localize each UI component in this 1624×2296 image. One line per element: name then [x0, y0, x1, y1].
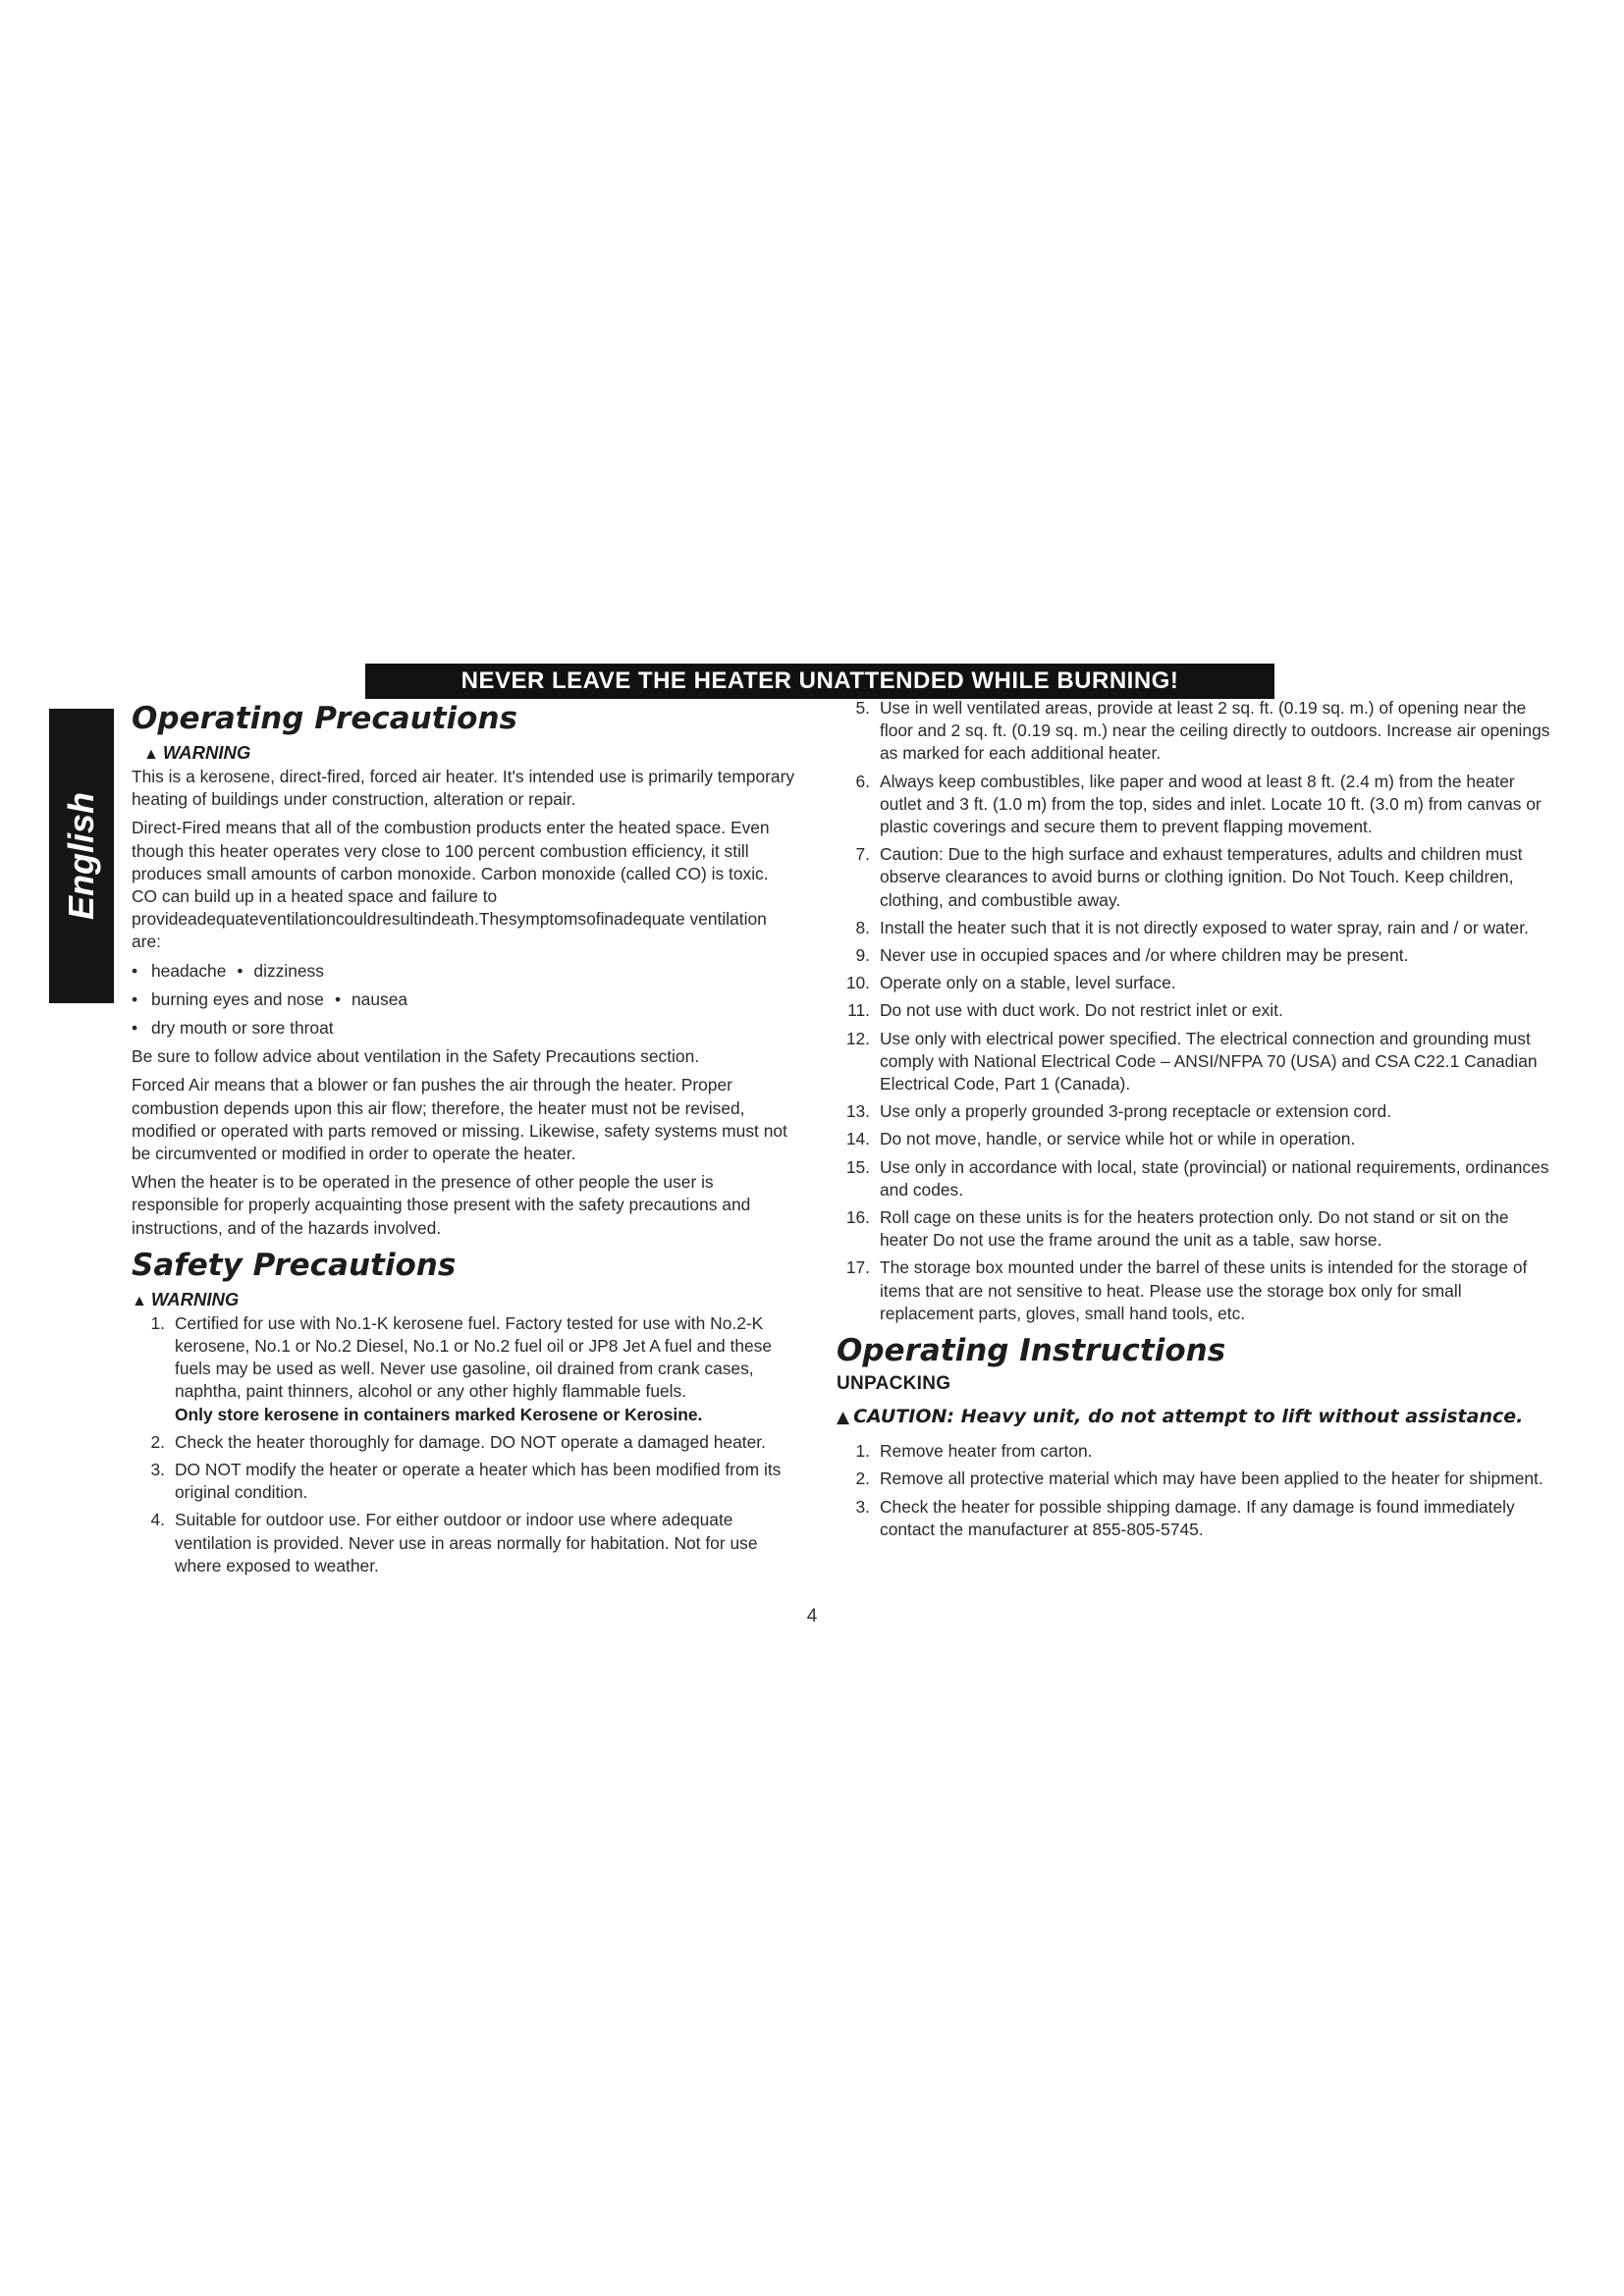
- list-item: [837, 972, 1553, 994]
- item-text: Use in well ventilated areas, provide at least 2 sq. ft. (0.19 sq. m.) of opening near the floor and 2 sq. ft. (0.19 sq. m.) near the ceiling directly to outdoors. Increase air openings as marked for each additional heater.: [880, 698, 1550, 764]
- item-number: 2.: [855, 1468, 870, 1489]
- item-text: Never use in occupied spaces and /or where children may be present.: [880, 945, 1409, 966]
- list-item: [837, 1128, 1553, 1150]
- symptom-list: [132, 960, 795, 1041]
- list-item: [132, 1017, 795, 1040]
- symptom: nausea: [351, 988, 408, 1009]
- list-item: [837, 1496, 1553, 1541]
- item-text: Suitable for outdoor use. For either outdoor or indoor use where adequate ventilation is provided. Never use in areas normally for habitation. Not for use where exposed to weather.: [175, 1510, 758, 1575]
- page-number: 4: [806, 1606, 818, 1627]
- item-bold-text: Only store kerosene in containers marked Kerosene or Kerosine.: [175, 1404, 703, 1424]
- list-item: [837, 1468, 1553, 1490]
- item-number: 5.: [855, 698, 870, 718]
- item-text: Use only in accordance with local, state (provincial) or national requirements, ordinances and codes.: [880, 1156, 1549, 1200]
- list-item: [837, 697, 1553, 766]
- item-number: 14.: [845, 1129, 870, 1149]
- symptom: burning eyes and nose: [151, 988, 324, 1009]
- caution-text: CAUTION: Heavy unit, do not attempt to lift without assistance.: [853, 1406, 1524, 1428]
- list-item: [837, 843, 1553, 912]
- paragraph: Direct-Fired means that all of the combustion products enter the heated space. Even though this heater operates very close to 100 percent combustion efficiency, it still produces small amounts of carbon monoxide. Carbon monoxide (called CO) is toxic. CO can build up in a heated space and failure to provideadequateventilationcouldresultindeath.Thesymptomsofinadequate ventilation are:: [132, 818, 770, 952]
- item-text: The storage box mounted under the barrel of these units is intended for the storage of items that are not sensitive to heat. Please use the storage box only for small replacement parts, gloves, small hand tools, etc.: [880, 1257, 1528, 1323]
- safety-list-left: [132, 1312, 795, 1577]
- warning-label: WARNING: [162, 742, 251, 763]
- item-number: 11.: [847, 1000, 870, 1021]
- item-number: 4.: [150, 1510, 165, 1530]
- item-number: 10.: [845, 973, 870, 993]
- list-item: [837, 944, 1553, 967]
- item-text: Use only with electrical power specified. The electrical connection and grounding must comply with National Electrical Code – ANSI/NFPA 70 (USA) and CSA C22.1 Canadian Electrical Code, Part 1 (Canada).: [880, 1028, 1538, 1095]
- paragraph: When the heater is to be operated in the presence of other people the user is responsible for properly acquainting those present with the safety precautions and instructions, and of the hazards involved.: [132, 1172, 751, 1238]
- symptom: dizziness: [253, 960, 324, 981]
- list-item: [132, 1312, 795, 1426]
- warning-triangle-icon: ▲: [837, 1408, 850, 1428]
- item-number: 12.: [845, 1028, 870, 1048]
- list-item: [132, 988, 795, 1011]
- item-text: Caution: Due to the high surface and exhaust temperatures, adults and children must observe clearances to avoid burns or clothing ignition. Do Not Touch. Keep children, clothing, and combustible away.: [880, 844, 1523, 910]
- list-item: [132, 1431, 795, 1454]
- warning-triangle-icon: ▲: [132, 1292, 147, 1309]
- list-item: [837, 917, 1553, 939]
- language-tab-label: English: [61, 791, 101, 921]
- bullet-icon: •: [132, 1018, 138, 1039]
- item-number: 13.: [845, 1101, 870, 1122]
- operating-precautions-title: Operating Precautions: [132, 701, 517, 736]
- safety-precautions-warning: [132, 1289, 795, 1312]
- item-number: 17.: [845, 1257, 870, 1278]
- item-number: 3.: [855, 1496, 870, 1517]
- item-number: 6.: [855, 771, 870, 791]
- item-number: 9.: [855, 945, 870, 966]
- bullet-icon: •: [132, 988, 138, 1009]
- bullet-icon: •: [132, 960, 138, 981]
- item-number: 8.: [855, 917, 870, 937]
- item-number: 16.: [845, 1207, 870, 1228]
- caution-note: [837, 1405, 1553, 1430]
- safety-list-right: [837, 697, 1553, 1325]
- list-item: [132, 1459, 795, 1504]
- list-item: [837, 1440, 1553, 1463]
- item-text: Do not move, handle, or service while hot or while in operation.: [880, 1129, 1356, 1149]
- item-text: Do not use with duct work. Do not restrict inlet or exit.: [880, 1000, 1283, 1021]
- unpacking-subtitle: UNPACKING: [837, 1373, 951, 1395]
- item-text: Certified for use with No.1-K kerosene fuel. Factory tested for use with No.2-K kerosene, No.1 or No.2 Diesel, No.1 or No.2 fuel oil or JP8 Jet A fuel and these fuels may be used as well. Never use gasoline, oil drained from crank cases, naphtha, paint thinners, alcohol or any other highly flammable fuels.: [175, 1312, 773, 1402]
- item-number: 2.: [150, 1431, 165, 1452]
- item-text: Roll cage on these units is for the heaters protection only. Do not stand or sit on the heater Do not use the frame around the unit as a table, saw horse.: [880, 1207, 1509, 1251]
- warning-triangle-icon: ▲: [143, 746, 159, 763]
- item-number: 7.: [855, 844, 870, 865]
- safety-precautions-title: Safety Precautions: [132, 1247, 457, 1283]
- operating-instructions-title: Operating Instructions: [837, 1333, 1226, 1369]
- symptom: headache: [151, 960, 227, 981]
- item-text: Use only a properly grounded 3-prong receptacle or extension cord.: [880, 1101, 1392, 1122]
- list-item: [132, 1509, 795, 1577]
- symptom: dry mouth or sore throat: [151, 1018, 334, 1039]
- item-text: Remove heater from carton.: [880, 1441, 1093, 1462]
- item-number: 15.: [845, 1156, 870, 1177]
- left-column: [132, 699, 795, 1582]
- item-number: 1.: [855, 1441, 870, 1462]
- bullet-icon: •: [237, 960, 244, 981]
- item-number: 1.: [150, 1312, 165, 1333]
- list-item: [837, 999, 1553, 1022]
- item-number: 3.: [150, 1460, 165, 1480]
- item-text: Check the heater thoroughly for damage. DO NOT operate a damaged heater.: [175, 1431, 766, 1452]
- unpacking-list: [837, 1440, 1553, 1541]
- warning-label: WARNING: [150, 1288, 240, 1309]
- paragraph: Forced Air means that a blower or fan pushes the air through the heater. Proper combustion depends upon this air flow; therefore, the heater must not be revised, modified or operated with parts removed or missing. Likewise, safety systems must not be circumvented or modified in order to operate the heater.: [132, 1075, 787, 1164]
- item-text: Install the heater such that it is not directly exposed to water spray, rain and / or water.: [880, 917, 1529, 937]
- list-item: [132, 960, 795, 983]
- item-text: Operate only on a stable, level surface.: [880, 973, 1176, 993]
- list-item: [837, 771, 1553, 839]
- item-text: Remove all protective material which may have been applied to the heater for shipment.: [880, 1468, 1543, 1489]
- item-text: Always keep combustibles, like paper and wood at least 8 ft. (2.4 m) from the heater outlet and 3 ft. (1.0 m) from the top, sides and inlet. Locate 10 ft. (3.0 m) from canvas or plastic coverings and secure them to prevent flapping movement.: [880, 771, 1542, 837]
- list-item: [837, 1256, 1553, 1325]
- operating-precautions-warning: [143, 742, 795, 766]
- item-text: Check the heater for possible shipping damage. If any damage is found immediately contact the manufacturer at 855-805-5745.: [880, 1496, 1515, 1539]
- list-item: [837, 1156, 1553, 1201]
- right-column: [837, 697, 1553, 1546]
- list-item: [837, 1100, 1553, 1123]
- bullet-icon: •: [334, 988, 342, 1009]
- language-tab: [49, 709, 114, 1003]
- list-item: [837, 1028, 1553, 1096]
- warning-banner: NEVER LEAVE THE HEATER UNATTENDED WHILE BURNING!: [365, 664, 1274, 699]
- list-item: [837, 1206, 1553, 1252]
- paragraph: This is a kerosene, direct-fired, forced air heater. It's intended use is primarily temporary heating of buildings under construction, alteration or repair.: [132, 767, 795, 810]
- paragraph: Be sure to follow advice about ventilation in the Safety Precautions section.: [132, 1046, 700, 1067]
- item-text: DO NOT modify the heater or operate a heater which has been modified from its original condition.: [175, 1460, 782, 1503]
